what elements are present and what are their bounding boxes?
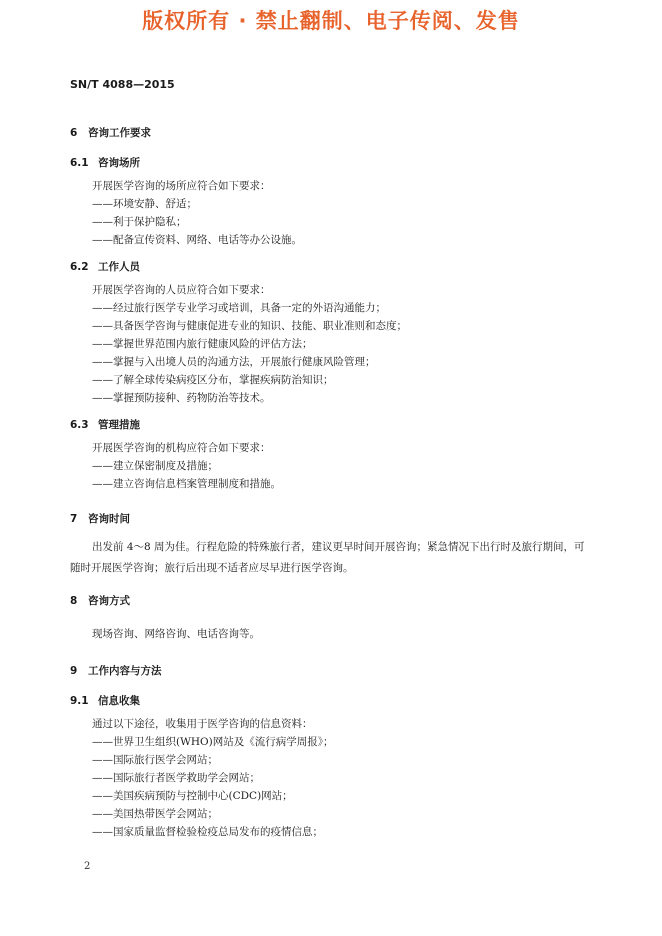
- section-8-heading: [70, 592, 590, 610]
- section-6-heading: [70, 124, 590, 142]
- list-item: ——环境安静、舒适；: [92, 198, 197, 210]
- section-9-heading: [70, 662, 590, 680]
- section-number: 6.3: [70, 419, 89, 431]
- list-item: ——经过旅行医学专业学习或培训，具备一定的外语沟通能力；: [92, 302, 386, 314]
- list-item: ——配备宣传资料、网络、电话等办公设施。: [92, 234, 302, 246]
- section-title: 咨询场所: [98, 157, 140, 169]
- section-title: 信息收集: [98, 695, 140, 707]
- section-title: 工作人员: [98, 261, 140, 273]
- section-number: 8: [70, 595, 78, 607]
- paragraph: 开展医学咨询的人员应符合如下要求：: [92, 284, 271, 296]
- list-item: ——世界卫生组织(WHO)网站及《流行病学周报》；: [92, 736, 334, 748]
- paragraph: 通过以下途径，收集用于医学咨询的信息资料：: [92, 718, 313, 730]
- paragraph: 出发前 4～8 周为佳。行程危险的特殊旅行者，建议更早时间开展咨询；紧急情况下出行时及旅行期间，可随时开展医学咨询；旅行后出现不适者应尽早进行医学咨询。: [70, 541, 585, 574]
- list-item: ——掌握世界范围内旅行健康风险的评估方法；: [92, 338, 313, 350]
- section-title: 管理措施: [98, 419, 140, 431]
- list-item: ——国际旅行者医学救助学会网站；: [92, 772, 260, 784]
- section-number: 6.1: [70, 157, 89, 169]
- section-6-1-heading: [70, 154, 590, 172]
- section-number: 7: [70, 513, 78, 525]
- list-item: ——建立保密制度及措施；: [92, 460, 218, 472]
- section-6-2-heading: [70, 258, 590, 276]
- section-number: 6.2: [70, 261, 89, 273]
- section-title: 咨询工作要求: [88, 127, 151, 139]
- document-body: [70, 124, 590, 841]
- standard-code: SN/T 4088—2015: [70, 78, 175, 91]
- section-title: 咨询时间: [88, 513, 130, 525]
- list-item: ——利于保护隐私；: [92, 216, 187, 228]
- paragraph: 开展医学咨询的场所应符合如下要求：: [92, 180, 271, 192]
- section-number: 9: [70, 665, 78, 677]
- list-item: ——美国热带医学会网站；: [92, 808, 218, 820]
- page-number: 2: [84, 861, 91, 872]
- list-item: ——掌握预防接种、药物防治等技术。: [92, 392, 271, 404]
- section-title: 工作内容与方法: [88, 665, 162, 677]
- list-item: ——建立咨询信息档案管理制度和措施。: [92, 478, 281, 490]
- paragraph: 现场咨询、网络咨询、电话咨询等。: [92, 628, 260, 640]
- section-number: 6: [70, 127, 78, 139]
- list-item: ——国际旅行医学会网站；: [92, 754, 218, 766]
- section-9-1-heading: [70, 692, 590, 710]
- list-item: ——了解全球传染病疫区分布，掌握疾病防治知识；: [92, 374, 334, 386]
- list-item: ——美国疾病预防与控制中心(CDC)网站；: [92, 790, 293, 802]
- section-6-3-heading: [70, 416, 590, 434]
- list-item: ——具备医学咨询与健康促进专业的知识、技能、职业准则和态度；: [92, 320, 407, 332]
- section-7-heading: [70, 510, 590, 528]
- section-title: 咨询方式: [88, 595, 130, 607]
- section-number: 9.1: [70, 695, 89, 707]
- list-item: ——掌握与入出境人员的沟通方法，开展旅行健康风险管理；: [92, 356, 376, 368]
- paragraph: 开展医学咨询的机构应符合如下要求：: [92, 442, 271, 454]
- list-item: ——国家质量监督检验检疫总局发布的疫情信息；: [92, 826, 323, 838]
- watermark-banner: 版权所有 · 禁止翻制、电子传阅、发售: [142, 9, 520, 33]
